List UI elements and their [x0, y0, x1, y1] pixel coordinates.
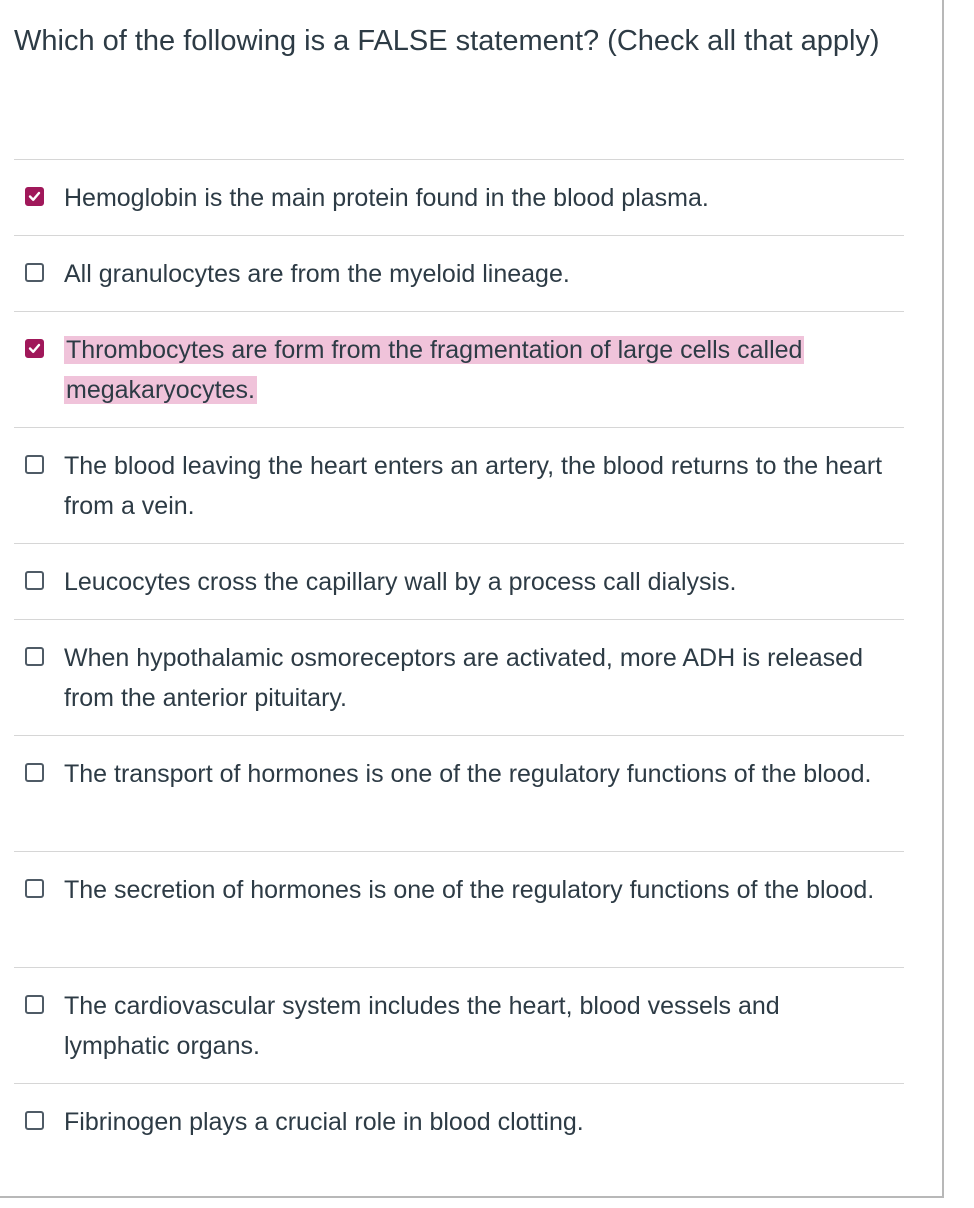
- answer-label: The cardiovascular system includes the heart, blood vessels and lymphatic organs.: [64, 992, 780, 1060]
- answer-option-10[interactable]: [14, 1084, 904, 1160]
- checkbox-icon[interactable]: [25, 263, 44, 282]
- answer-list: [14, 159, 904, 1160]
- checkbox-icon[interactable]: [25, 995, 44, 1014]
- answer-label: All granulocytes are from the myeloid lineage.: [64, 260, 570, 288]
- question-text: Which of the following is a FALSE statement? (Check all that apply): [14, 25, 880, 57]
- answer-label: Hemoglobin is the main protein found in the blood plasma.: [64, 184, 709, 212]
- checkbox-icon[interactable]: [25, 571, 44, 590]
- answer-option-2[interactable]: [14, 236, 904, 312]
- answer-label: Leucocytes cross the capillary wall by a process call dialysis.: [64, 568, 737, 596]
- answer-label: The secretion of hormones is one of the regulatory functions of the blood.: [64, 876, 875, 904]
- checkbox-icon[interactable]: [25, 763, 44, 782]
- answer-option-3[interactable]: [14, 312, 904, 428]
- answer-option-4[interactable]: [14, 428, 904, 544]
- checkbox-checked-icon[interactable]: [25, 187, 44, 206]
- answer-option-8[interactable]: [14, 852, 904, 968]
- answer-label: Fibrinogen plays a crucial role in blood clotting.: [64, 1108, 584, 1136]
- answer-option-7[interactable]: [14, 736, 904, 852]
- answer-label: When hypothalamic osmoreceptors are activated, more ADH is released from the anterior pituitary.: [64, 644, 863, 712]
- answer-option-9[interactable]: [14, 968, 904, 1084]
- answer-label: The blood leaving the heart enters an artery, the blood returns to the heart from a vein.: [64, 452, 883, 520]
- highlighted-text: Thrombocytes are form from the fragmentation of large cells called megakaryocytes.: [66, 336, 803, 404]
- answer-option-1[interactable]: [14, 160, 904, 236]
- checkbox-icon[interactable]: [25, 455, 44, 474]
- answer-label-highlighted: [64, 330, 892, 410]
- checkbox-checked-icon[interactable]: [25, 339, 44, 358]
- checkbox-icon[interactable]: [25, 647, 44, 666]
- answer-option-6[interactable]: [14, 620, 904, 736]
- checkbox-icon[interactable]: [25, 879, 44, 898]
- checkbox-icon[interactable]: [25, 1111, 44, 1130]
- answer-option-5[interactable]: [14, 544, 904, 620]
- answer-label: The transport of hormones is one of the regulatory functions of the blood.: [64, 760, 872, 788]
